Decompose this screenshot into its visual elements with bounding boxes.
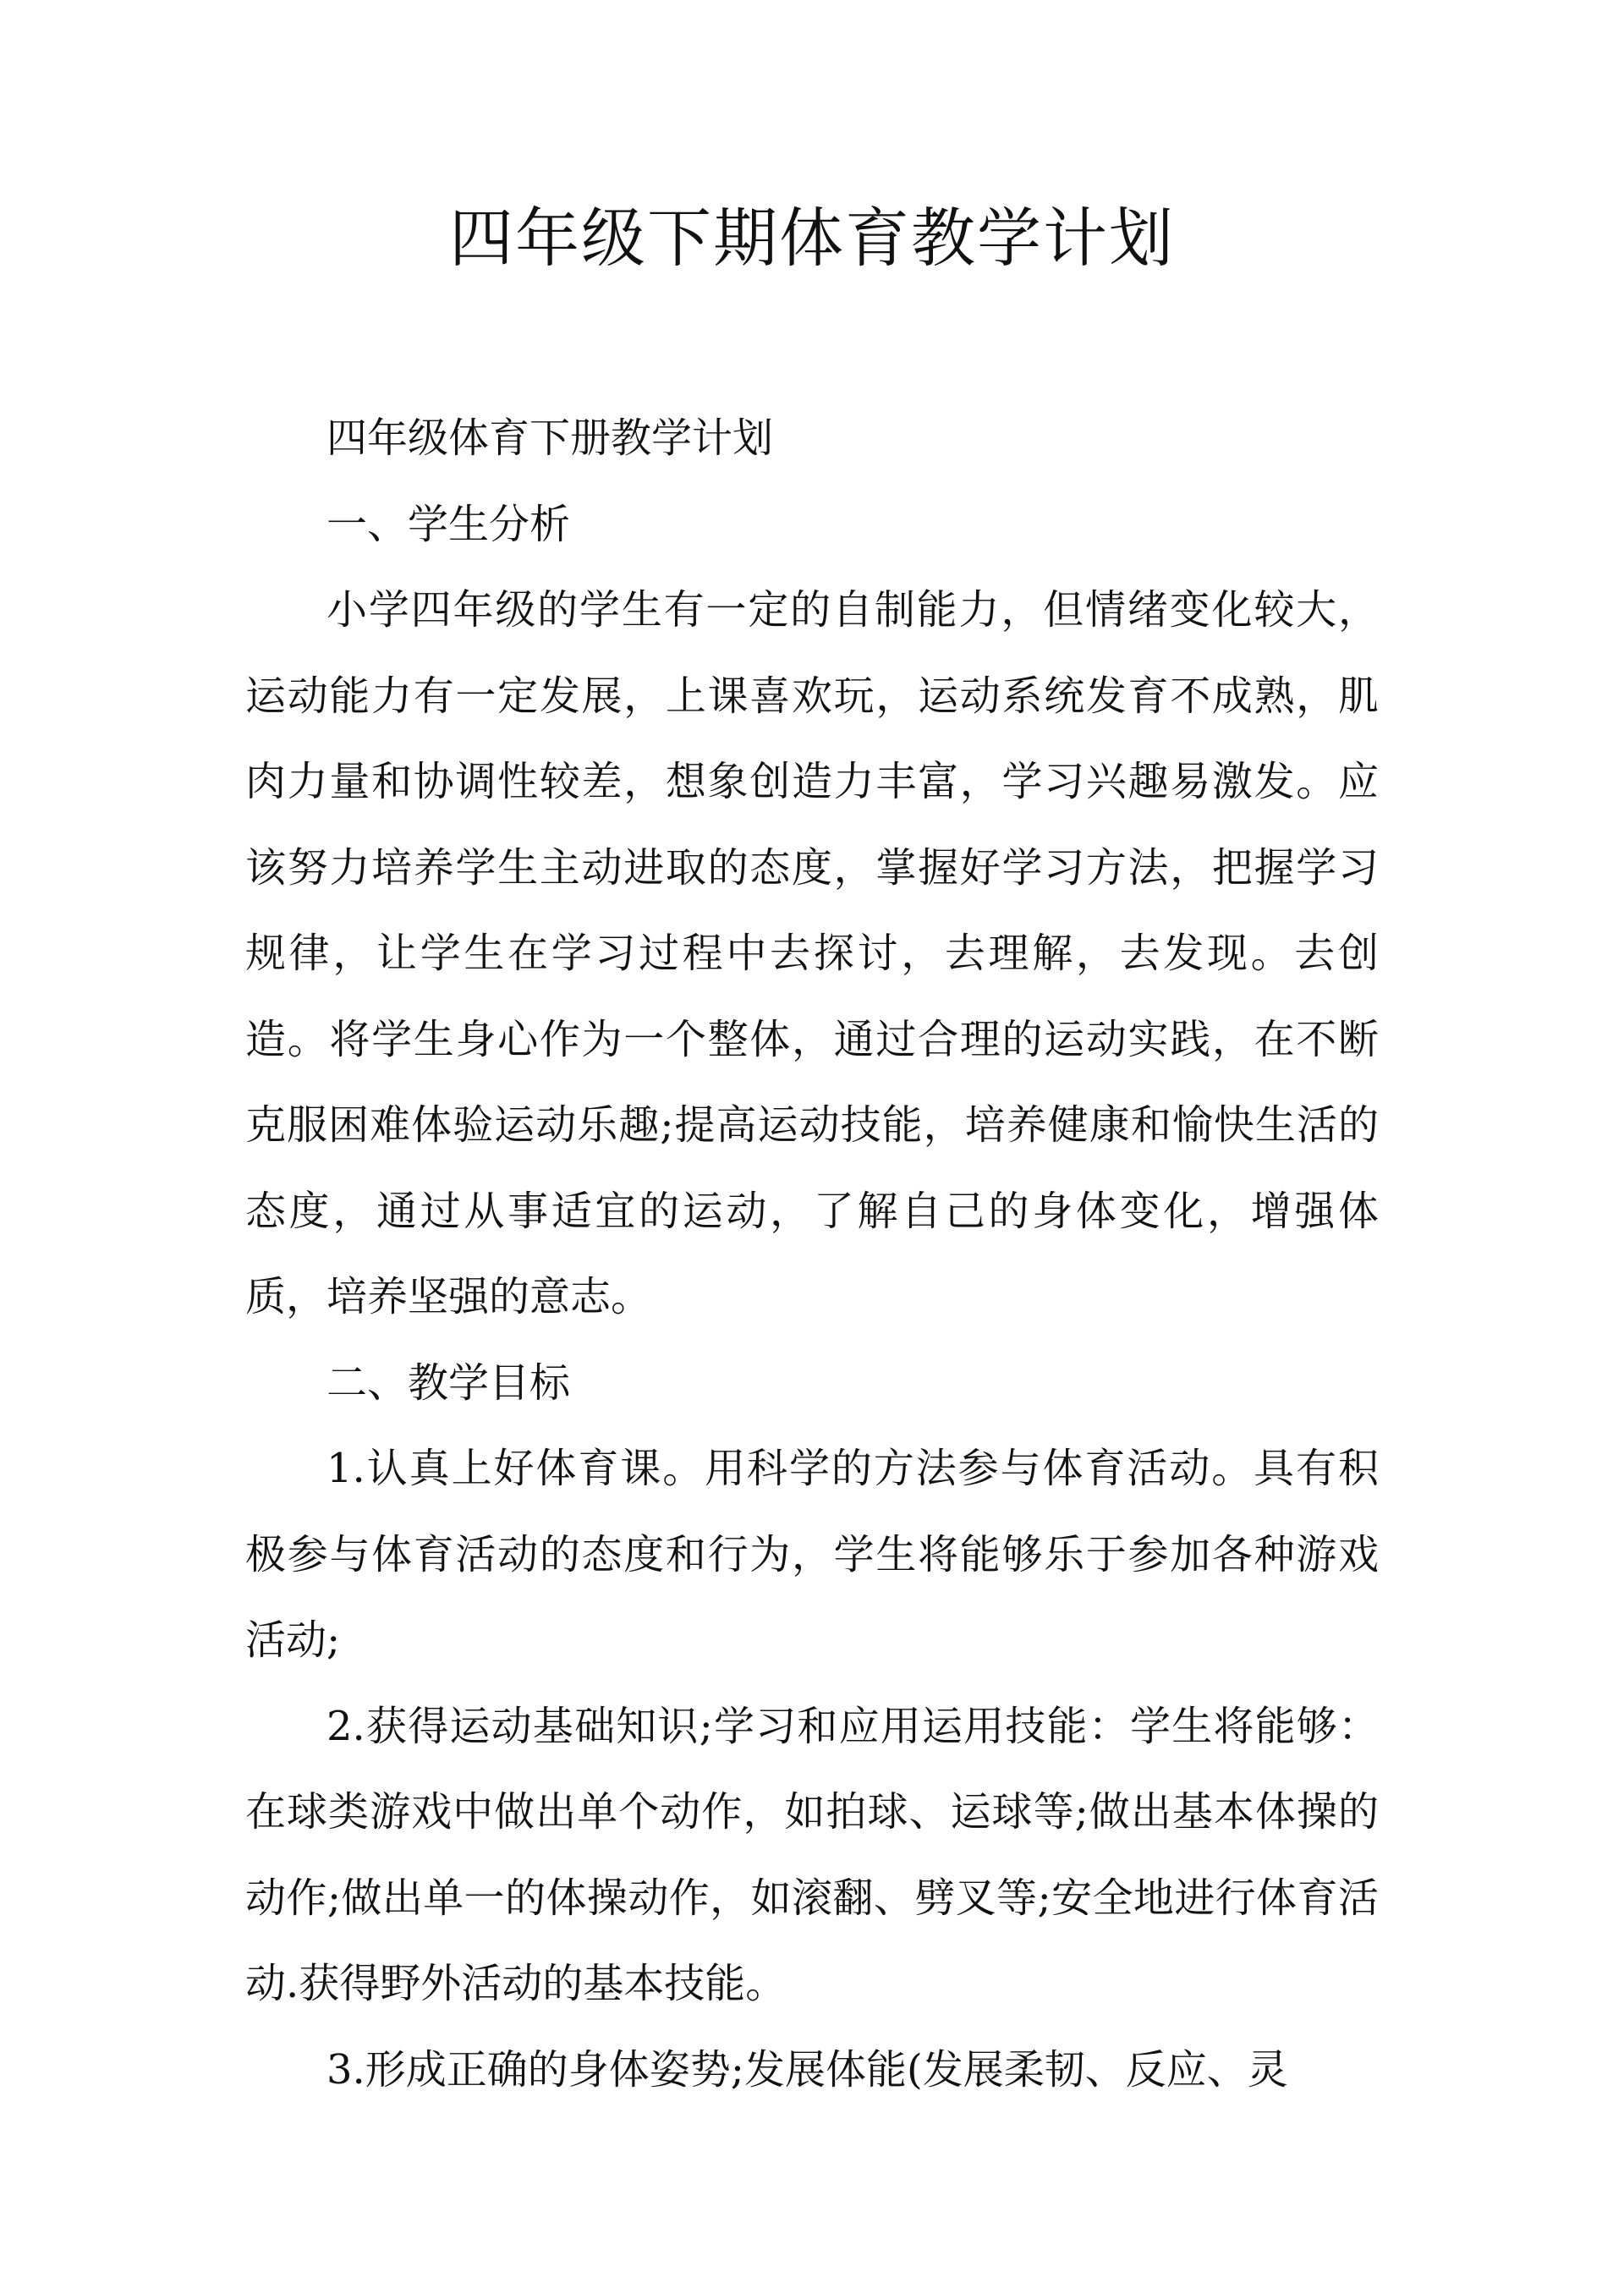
paragraph-goal-1: 1.认真上好体育课。用科学的方法参与体育活动。具有积极参与体育活动的态度和行为，学生将能够乐于参加各种游戏活动; — [245, 1445, 1379, 1664]
paragraph-goal-2: 2.获得运动基础知识;学习和应用运用技能：学生将能够：在球类游戏中做出单个动作，如拍球、运球等;做出基本体操的动作;做出单一的体操动作，如滚翻、劈叉等;安全地进行体育活动.获得野外活动的基本技能。 — [245, 1702, 1379, 2007]
paragraph-goal-3: 3.形成正确的身体姿势;发展体能(发展柔韧、反应、灵 — [326, 2045, 1288, 2094]
document-title: 四年级下期体育教学计划 — [449, 200, 1175, 276]
section-heading-teaching-goals: 二、教学目标 — [326, 1358, 571, 1407]
document-body — [245, 396, 1379, 2113]
section-heading-student-analysis: 一、学生分析 — [326, 500, 571, 548]
plan-subtitle: 四年级体育下册教学计划 — [326, 414, 774, 462]
paragraph-student-analysis: 小学四年级的学生有一定的自制能力，但情绪变化较大，运动能力有一定发展，上课喜欢玩，运动系统发育不成熟，肌肉力量和协调性较差，想象创造力丰富，学习兴趣易激发。应该努力培养学生主动进取的态度，掌握好学习方法，把握学习规律，让学生在学习过程中去探讨，去理解，去发现。去创造。将学生身心作为一个整体，通过合理的运动实践，在不断克服困难体验运动乐趣;提高运动技能，培养健康和愉快生活的态度，通过从事适宜的运动，了解自己的身体变化，增强体质，培养坚强的意志。 — [245, 586, 1379, 1320]
